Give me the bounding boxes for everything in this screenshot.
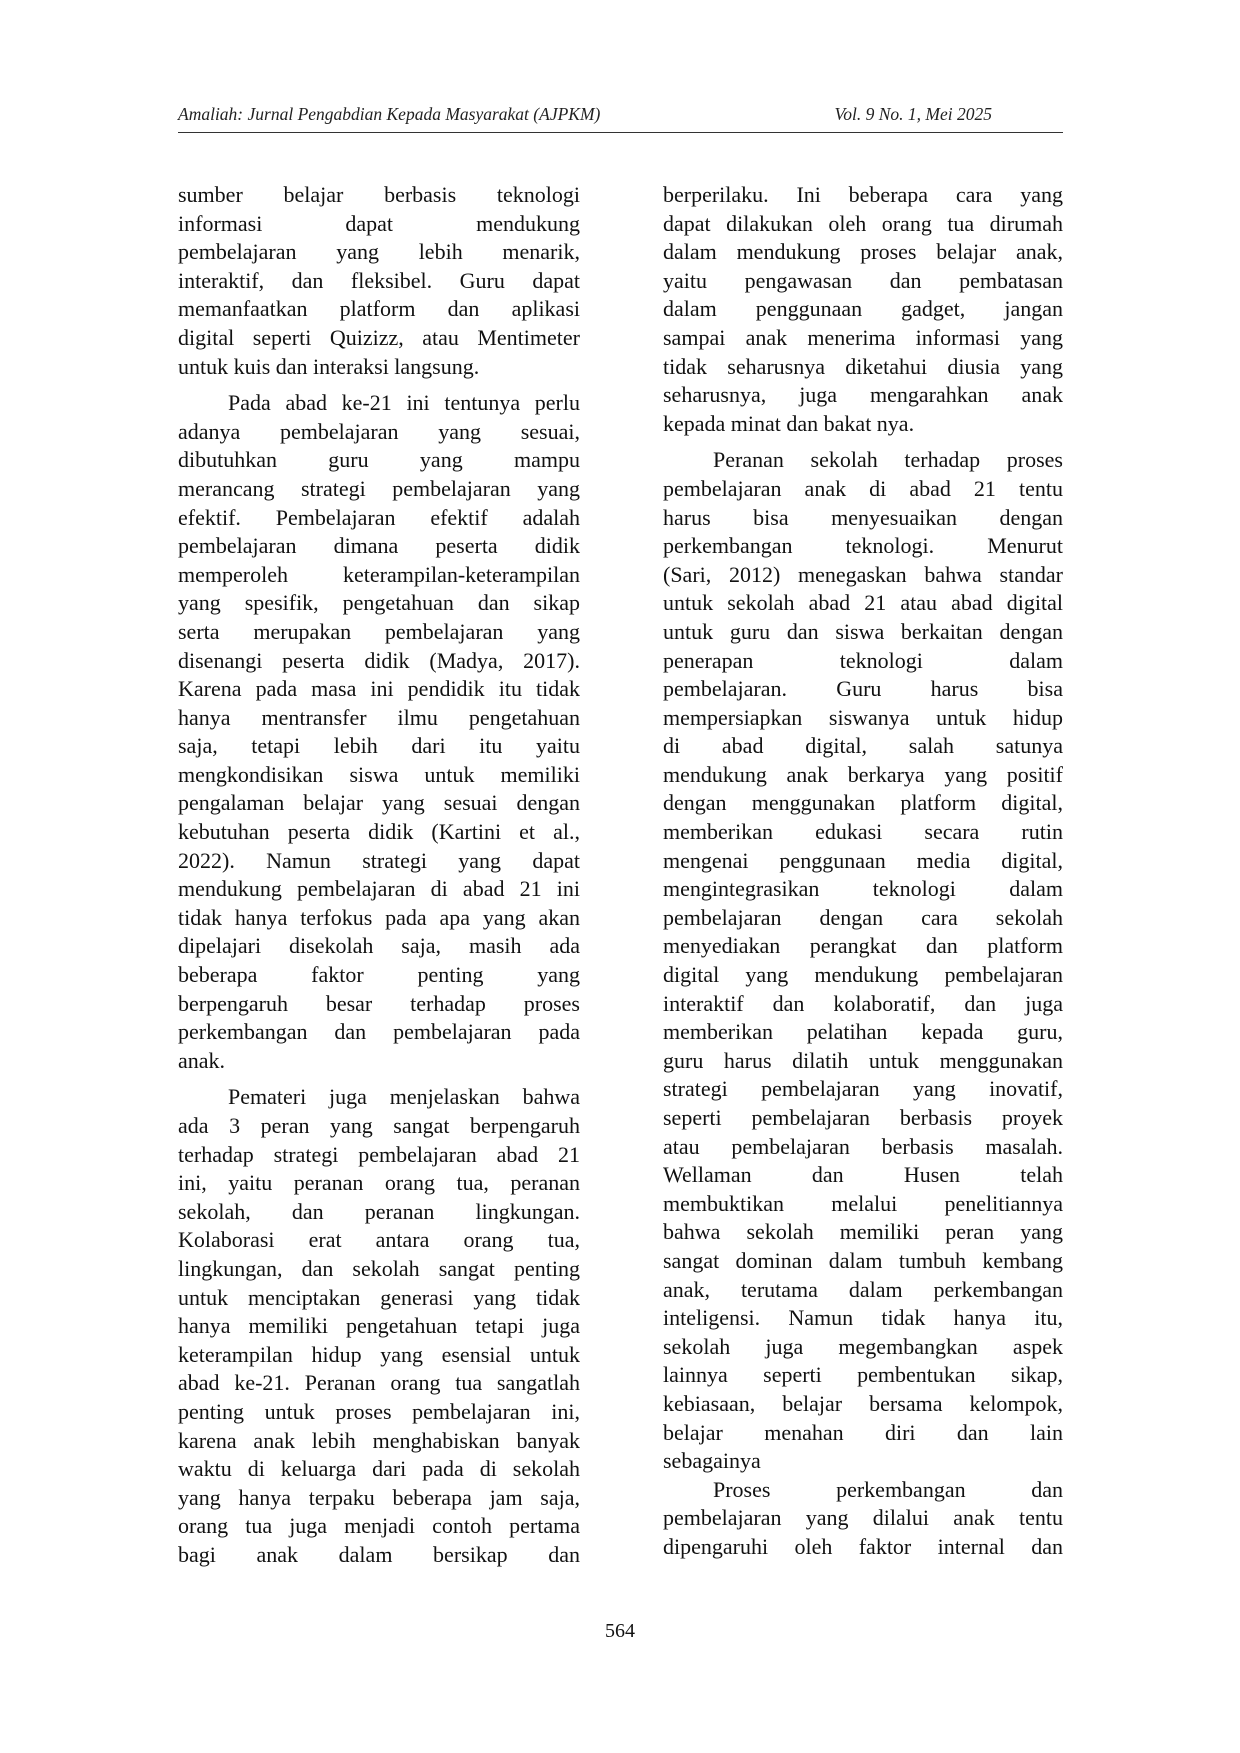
text-line: inteligensi. Namun tidak hanya itu, xyxy=(663,1305,1063,1331)
text-line: mendukung anak berkarya yang positif xyxy=(663,761,1063,787)
text-line: untuk sekolah abad 21 atau abad digital xyxy=(663,590,1063,616)
text-line: dalam mendukung proses belajar anak, xyxy=(663,239,1063,265)
text-line: keterampilan hidup yang esensial untuk xyxy=(178,1341,580,1367)
text-line: Pada abad ke-21 ini tentunya perlu xyxy=(228,390,580,416)
text-line: disenangi peserta didik (Madya, 2017). xyxy=(178,647,580,673)
text-line: efektif. Pembelajaran efektif adalah xyxy=(178,504,580,530)
text-line: ada 3 peran yang sangat berpengaruh xyxy=(178,1113,580,1138)
text-line: Wellaman dan Husen telah xyxy=(663,1162,1063,1188)
text-line: perkembangan dan pembelajaran pada xyxy=(178,1019,580,1045)
text-line: berperilaku. Ini beberapa cara yang xyxy=(663,182,1063,207)
text-line: merancang strategi pembelajaran yang xyxy=(178,475,580,501)
text-line: pembelajaran anak di abad 21 tentu xyxy=(663,475,1063,501)
text-line: anak. xyxy=(178,1047,226,1073)
text-line: sangat dominan dalam tumbuh kembang xyxy=(663,1247,1063,1273)
text-line: sumber belajar berbasis teknologi xyxy=(178,182,580,207)
text-line: mengkondisikan siswa untuk memiliki xyxy=(178,761,580,787)
text-line: Proses perkembangan dan xyxy=(713,1476,1063,1502)
header-rule xyxy=(178,132,1063,133)
text-line: mempersiapkan siswanya untuk hidup xyxy=(663,704,1063,730)
text-line: penerapan teknologi dalam xyxy=(663,647,1063,673)
text-line: informasi dapat mendukung xyxy=(178,210,580,236)
text-line: 2022). Namun strategi yang dapat xyxy=(178,847,580,873)
page-number: 564 xyxy=(605,1620,635,1642)
text-line: yang spesifik, pengetahuan dan sikap xyxy=(178,590,580,616)
text-line: yaitu pengawasan dan pembatasan xyxy=(663,267,1063,293)
text-line: hanya memiliki pengetahuan tetapi juga xyxy=(178,1313,580,1339)
text-line: menyediakan perangkat dan platform xyxy=(663,933,1063,959)
text-line: lainnya seperti pembentukan sikap, xyxy=(663,1362,1063,1388)
text-line: adanya pembelajaran yang sesuai, xyxy=(178,418,580,444)
text-line: pengalaman belajar yang sesuai dengan xyxy=(178,790,580,816)
text-line: pembelajaran dengan cara sekolah xyxy=(663,904,1063,930)
text-line: seperti pembelajaran berbasis proyek xyxy=(663,1105,1063,1130)
text-line: serta merupakan pembelajaran yang xyxy=(178,618,580,644)
text-line: memberikan edukasi secara rutin xyxy=(663,819,1063,845)
text-line: pembelajaran yang lebih menarik, xyxy=(178,239,580,265)
text-line: mendukung pembelajaran di abad 21 ini xyxy=(178,876,580,902)
text-line: digital yang mendukung pembelajaran xyxy=(663,962,1063,988)
text-line: atau pembelajaran berbasis masalah. xyxy=(663,1133,1063,1159)
text-line: beberapa faktor penting yang xyxy=(178,962,580,988)
text-line: abad ke-21. Peranan orang tua sangatlah xyxy=(178,1370,580,1396)
text-line: kebiasaan, belajar bersama kelompok, xyxy=(663,1390,1063,1416)
text-line: hanya mentransfer ilmu pengetahuan xyxy=(178,704,580,730)
left-column xyxy=(178,181,580,1570)
text-line: Peranan sekolah terhadap proses xyxy=(713,447,1063,473)
text-line: memperoleh keterampilan-keterampilan xyxy=(178,561,580,587)
text-line: karena anak lebih menghabiskan banyak xyxy=(178,1427,580,1453)
text-line: (Sari, 2012) menegaskan bahwa standar xyxy=(663,561,1063,587)
right-column xyxy=(663,181,1063,1562)
text-line: orang tua juga menjadi contoh pertama xyxy=(178,1513,580,1539)
text-line: Karena pada masa ini pendidik itu tidak xyxy=(178,676,580,702)
text-line: tidak hanya terfokus pada apa yang akan xyxy=(178,904,580,930)
text-line: seharusnya, juga mengarahkan anak xyxy=(663,382,1063,408)
text-line: dipengaruhi oleh faktor internal dan xyxy=(663,1533,1063,1559)
text-line: waktu di keluarga dari pada di sekolah xyxy=(178,1456,580,1482)
text-line: dapat dilakukan oleh orang tua dirumah xyxy=(663,210,1063,236)
text-line: ini, yaitu peranan orang tua, peranan xyxy=(178,1170,580,1196)
text-line: dalam penggunaan gadget, jangan xyxy=(663,296,1063,322)
paragraph-gap xyxy=(178,1075,580,1083)
text-line: pembelajaran yang dilalui anak tentu xyxy=(663,1505,1063,1531)
text-line: pembelajaran dimana peserta didik xyxy=(178,533,580,559)
text-line: belajar menahan diri dan lain xyxy=(663,1419,1063,1445)
text-line: lingkungan, dan sekolah sangat penting xyxy=(178,1255,580,1281)
journal-title: Amaliah: Jurnal Pengabdian Kepada Masyarakat (AJPKM) xyxy=(178,104,601,124)
text-line: sekolah juga megembangkan aspek xyxy=(663,1333,1063,1359)
text-line: Pemateri juga menjelaskan bahwa xyxy=(228,1084,580,1110)
paragraph-gap xyxy=(663,438,1063,446)
text-line: interaktif, dan fleksibel. Guru dapat xyxy=(178,267,580,293)
text-line: memanfaatkan platform dan aplikasi xyxy=(178,296,580,322)
text-line: dipelajari disekolah saja, masih ada xyxy=(178,933,580,959)
text-line: sampai anak menerima informasi yang xyxy=(663,324,1063,350)
text-line: membuktikan melalui penelitiannya xyxy=(663,1190,1063,1216)
text-line: mengintegrasikan teknologi dalam xyxy=(663,876,1063,902)
text-line: harus bisa menyesuaikan dengan xyxy=(663,504,1063,530)
text-line: bagi anak dalam bersikap dan xyxy=(178,1541,580,1567)
text-line: kebutuhan peserta didik (Kartini et al., xyxy=(178,819,580,845)
text-line: tidak seharusnya diketahui diusia yang xyxy=(663,353,1063,379)
text-line: anak, terutama dalam perkembangan xyxy=(663,1276,1063,1302)
text-line: perkembangan teknologi. Menurut xyxy=(663,533,1063,559)
text-line: Kolaborasi erat antara orang tua, xyxy=(178,1227,580,1253)
text-line: penting untuk proses pembelajaran ini, xyxy=(178,1398,580,1424)
text-line: untuk kuis dan interaksi langsung. xyxy=(178,353,480,379)
issue-info: Vol. 9 No. 1, Mei 2025 xyxy=(834,104,992,124)
text-line: kepada minat dan bakat nya. xyxy=(663,410,915,436)
text-line: pembelajaran. Guru harus bisa xyxy=(663,676,1063,702)
text-line: terhadap strategi pembelajaran abad 21 xyxy=(178,1141,580,1167)
text-line: berpengaruh besar terhadap proses xyxy=(178,990,580,1016)
text-line: untuk guru dan siswa berkaitan dengan xyxy=(663,618,1063,644)
text-line: strategi pembelajaran yang inovatif, xyxy=(663,1076,1063,1102)
text-line: bahwa sekolah memiliki peran yang xyxy=(663,1219,1063,1245)
text-line: di abad digital, salah satunya xyxy=(663,733,1063,759)
text-line: sebagainya xyxy=(663,1448,761,1474)
text-line: dengan menggunakan platform digital, xyxy=(663,790,1063,816)
text-line: dibutuhkan guru yang mampu xyxy=(178,447,580,473)
paragraph-gap xyxy=(178,381,580,389)
text-line: yang hanya terpaku beberapa jam saja, xyxy=(178,1484,580,1510)
text-line: interaktif dan kolaboratif, dan juga xyxy=(663,990,1063,1016)
text-line: mengenai penggunaan media digital, xyxy=(663,847,1063,873)
text-line: sekolah, dan peranan lingkungan. xyxy=(178,1198,580,1224)
text-line: untuk menciptakan generasi yang tidak xyxy=(178,1284,580,1310)
text-line: guru harus dilatih untuk menggunakan xyxy=(663,1047,1063,1073)
text-line: digital seperti Quizizz, atau Mentimeter xyxy=(178,324,580,350)
text-line: saja, tetapi lebih dari itu yaitu xyxy=(178,733,580,759)
text-line: memberikan pelatihan kepada guru, xyxy=(663,1019,1063,1045)
